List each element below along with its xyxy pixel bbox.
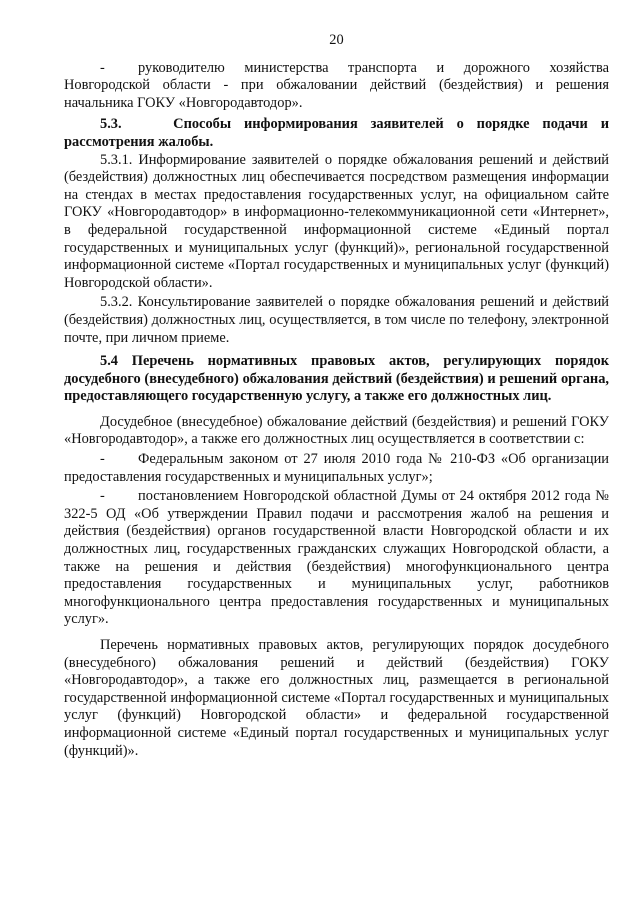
section-5-4-title: Перечень нормативных правовых актов, регулирующих порядок досудебного (внесудебного) обжалования действий (бездействия) и решений органа, предоставляющего государственную услугу, а также его должностных лиц. bbox=[64, 353, 609, 405]
bullet-dash: - bbox=[100, 488, 105, 505]
section-5-3-title: Способы информирования заявителей о порядке подачи и рассмотрения жалобы. bbox=[64, 116, 609, 150]
paragraph-5-3-2-text: Консультирование заявителей о порядке обжалования решений и действий (бездействия) должностных лиц, осуществляется, в том числе по телефону, электронной почте, при личном приеме. bbox=[64, 294, 609, 346]
section-5-3-number: 5.3. bbox=[100, 116, 122, 133]
bullet-ministry-text: руководителю министерства транспорта и дорожного хозяйства Новгородской области - при обжаловании действий (бездействия) и решения начальника ГОКУ «Новгородавтодор». bbox=[64, 59, 609, 111]
paragraph-5-3-1 bbox=[64, 152, 609, 293]
paragraph-5-3-2-number: 5.3.2. bbox=[100, 294, 133, 311]
bullet-ministry bbox=[64, 60, 609, 113]
paragraph-5-3-1-text: Информирование заявителей о порядке обжалования решений и действий (бездействия) должностных лиц обеспечивается посредством размещения информации на стендах в местах предоставления государственных услуг, на официальном сайте ГОКУ «Новгородавтодор» в информационно-телекоммуникационной сети «Интернет», в федеральной государственной информационной системе «Единый портал государственных и муниципальных услуг (функций)», региональной государственной информационной системе «Портал государственных и муниципальных услуг (функций) Новгородской области». bbox=[64, 151, 609, 291]
bullet-dash: - bbox=[100, 59, 105, 76]
paragraph-pretrial-appeal: Досудебное (внесудебное) обжалование действий (бездействия) и решений ГОКУ «Новгородавтодор», а также его должностных лиц осуществляется в соответствии с: bbox=[64, 413, 609, 448]
section-5-4-heading bbox=[64, 353, 609, 406]
paragraph-acts-list-placement: Перечень нормативных правовых актов, регулирующих порядок досудебного (внесудебного) обжалования решений и действий (бездействия) ГОКУ «Новгородавтодор», а также его должностных лиц, размещается в региональной государственной информационной системе «Портал государственных и муниципальных услуг (функций) Новгородской области» и федеральной государственной информационной системе «Единый портал государственных и муниципальных услуг (функций)». bbox=[64, 637, 609, 759]
page-number: 20 bbox=[329, 32, 344, 48]
bullet-dash: - bbox=[100, 451, 105, 468]
bullet-federal-law-text: Федеральным законом от 27 июля 2010 года № 210-ФЗ «Об организации предоставления государственных и муниципальных услуг»; bbox=[64, 451, 609, 485]
bullet-federal-law bbox=[64, 451, 609, 486]
section-5-3-heading bbox=[64, 116, 609, 151]
paragraph-5-3-1-number: 5.3.1. bbox=[100, 151, 133, 168]
bullet-regional-resolution-text: постановлением Новгородской областной Думы от 24 октября 2012 года № 322-5 ОД «Об утверждении Правил подачи и рассмотрения жалоб на решения и действия (бездействия) органов государственной власти Новгородской области и их должностных лиц, государственных гражданских служащих Новгородской области, а также на решения и действия (бездействия) многофункционального центра предоставления государственных и муниципальных услуг, работников многофункционального центра предоставления государственных и муниципальных услуг». bbox=[64, 488, 609, 628]
paragraph-5-3-2 bbox=[64, 294, 609, 347]
bullet-regional-resolution bbox=[64, 488, 609, 629]
document-page bbox=[64, 32, 609, 760]
section-5-4-number: 5.4 bbox=[100, 353, 118, 370]
